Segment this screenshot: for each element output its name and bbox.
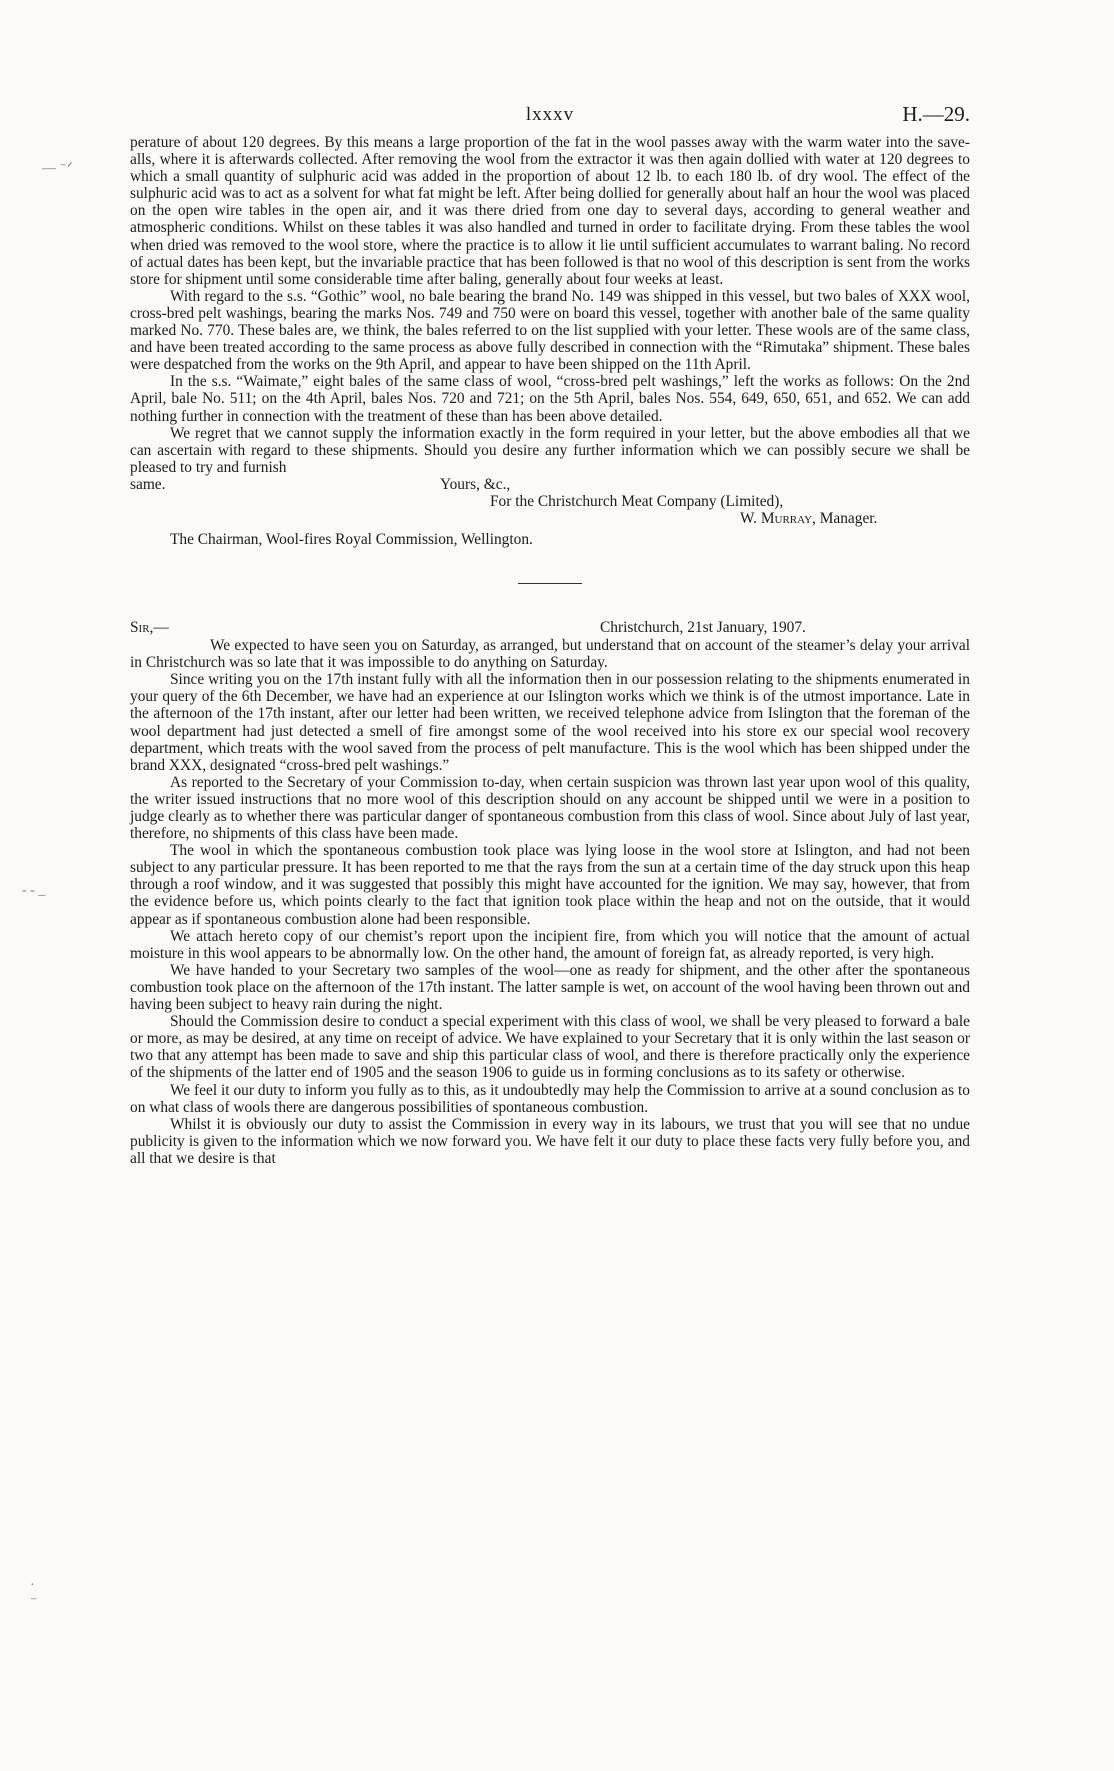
yours-line: Yours, &c., <box>440 475 511 493</box>
company-line: For the Christchurch Meat Company (Limited), <box>490 492 784 510</box>
margin-mark-middle: - - _ <box>22 883 46 898</box>
letter2-paragraph: We attach hereto copy of our chemist’s report upon the incipient fire, from which you will notice that the amount of actual moisture in this wool appears to be abnormally low. On the other hand, the amount of foreign fat, as already reported, is very high. <box>130 927 970 962</box>
document-page <box>130 100 970 1167</box>
letter-two <box>130 619 970 1167</box>
letter2-paragraph: Since writing you on the 17th instant fully with all the information then in our possession relating to the shipments enumerated in your query of the 6th December, we have had an experience at our Islington works which we think is of the utmost importance. Late in the afternoon of the 17th instant, after our letter had been written, we received telephone advice from Islington that the foreman of the wool department had just detected a smell of fire amongst some of the wool received into his store ex our special wool recovery department, which treats with the wool saved from the process of pelt manufacture. This is the wool which has been shipped under the brand XXX, designated “cross-bred pelt washings.” <box>130 671 970 774</box>
document-reference: H.—29. <box>902 102 970 126</box>
salutation: Sir,— <box>130 619 169 637</box>
addressee-line: The Chairman, Wool-fires Royal Commission, Wellington. <box>170 531 533 549</box>
letter1-paragraph: We regret that we cannot supply the information exactly in the form required in your letter, but the above embodies all that we can ascertain with regard to these shipments. Should you desire any further information which we can possibly secure we shall be pleased to try and furnish <box>130 424 970 476</box>
closing-word: same. <box>130 475 166 493</box>
signature-initial: W. <box>740 509 757 527</box>
letter2-paragraph: Whilst it is obviously our duty to assist the Commission in every way in its labours, we trust that you will see that no undue publicity is given to the information which we now forward you. We have felt it our duty to place these facts very fully before you, and all that we desire is that <box>130 1115 970 1167</box>
salutation-row <box>130 619 970 637</box>
letter2-paragraph: We expected to have seen you on Saturday, as arranged, but understand that on account of the steamer’s delay your arrival in Christchurch was so late that it was impossible to do anything on Saturday. <box>130 637 970 672</box>
letter1-paragraph: With regard to the s.s. “Gothic” wool, no bale bearing the brand No. 149 was shipped in this vessel, but two bales of XXX wool, cross-bred pelt washings, bearing the marks Nos. 749 and 750 were on board this vessel, together with another bale of the same quality marked No. 770. These bales are, we think, the bales referred to on the list supplied with your letter. These wools are of the same class, and have been treated according to the same process as above fully described in connection with the “Rimutaka” shipment. These bales were despatched from the works on the 9th April, and appear to have been shipped on the 11th April. <box>130 287 970 374</box>
margin-mark-top: — ⁻ᐟ <box>42 161 73 176</box>
signature <box>130 510 970 527</box>
letter2-paragraph: As reported to the Secretary of your Commission to-day, when certain suspicion was thrown last year upon wool of this quality, the writer issued instructions that no more wool of this description should on any account be shipped until we were in a position to judge clearly as to whether there was particular danger of spontaneous combustion from this class of wool. Since about July of last year, therefore, no shipments of this class have been made. <box>130 773 970 843</box>
page-number: lxxxv <box>525 104 575 125</box>
letter2-paragraph: We have handed to your Secretary two samples of the wool—one as ready for shipment, and the other after the spontaneous combustion took place on the afternoon of the 17th instant. The latter sample is wet, on account of the wool having been thrown out and having been subject to heavy rain during the night. <box>130 961 970 1014</box>
signature-title: , Manager. <box>812 509 878 527</box>
signature-name: Murray <box>760 509 813 527</box>
letter2-paragraph: We feel it our duty to inform you fully as to this, as it undoubtedly may help the Commission to arrive at a sound conclusion as to on what class of wools there are dangerous possibilities of spontaneous combustion. <box>130 1081 970 1116</box>
letter2-paragraph: Should the Commission desire to conduct a special experiment with this class of wool, we shall be very pleased to forward a bale or more, as may be desired, at any time on receipt of advice. We have explained to your Secretary that it is only within the last season or two that any attempt has been made to save and ship this particular class of wool, and there is therefore practically only the experience of the shipments of the latter end of 1905 and the season 1906 to guide us in forming conclusions as to its safety or otherwise. <box>130 1013 970 1082</box>
margin-mark-bottom: · ⁻ <box>30 1578 38 1610</box>
letter1-paragraph: perature of about 120 degrees. By this means a large proportion of the fat in the wool passes away with the warm water into the save-alls, where it is afterwards collected. After removing the wool from the extractor it was then again dollied with water at 120 degrees to which a small quantity of sulphuric acid was added in the proportion of about 12 lb. to each 180 lb. of dry wool. The effect of the sulphuric acid was to act as a solvent for what fat might be left. After being dollied for generally about half an hour the wool was placed on the open wire tables in the open air, and it was there dried from one day to several days, according to general weather and atmospheric conditions. Whilst on these tables it was also handled and turned in order to facilitate drying. From these tables the wool when dried was removed to the wool store, where the practice is to allow it lie until sufficient accumulates to warrant baling. No record of actual dates has been kept, but the invariable practice that has been followed is that no wool of this description is sent from the works store for shipment until some considerable time after baling, generally about four weeks at least. <box>130 134 970 288</box>
letter1-paragraph: In the s.s. “Waimate,” eight bales of the same class of wool, “cross-bred pelt washings,” left the works as follows: On the 2nd April, bale No. 511; on the 4th April, bales Nos. 720 and 721; on the 5th April, bales Nos. 554, 649, 650, 651, and 652. We can add nothing further in connection with the treatment of these than has been above detailed. <box>130 373 970 425</box>
page-header <box>130 100 970 134</box>
letter2-paragraph: The wool in which the spontaneous combustion took place was lying loose in the wool store at Islington, and had not been subject to any particular pressure. It has been reported to me that the rays from the sun at a certain time of the day struck upon this heap through a roof window, and it was suggested that possibly this might have accounted for the ignition. We may say, however, that from the evidence before us, which points clearly to the fact that ignition took place within the heap and not on the outside, that it would appear as if spontaneous combustion alone had been responsible. <box>130 842 970 928</box>
section-divider <box>130 571 970 589</box>
letter-one <box>130 134 970 549</box>
letter1-closing <box>130 476 970 493</box>
dateline: Christchurch, 21st January, 1907. <box>600 619 806 637</box>
